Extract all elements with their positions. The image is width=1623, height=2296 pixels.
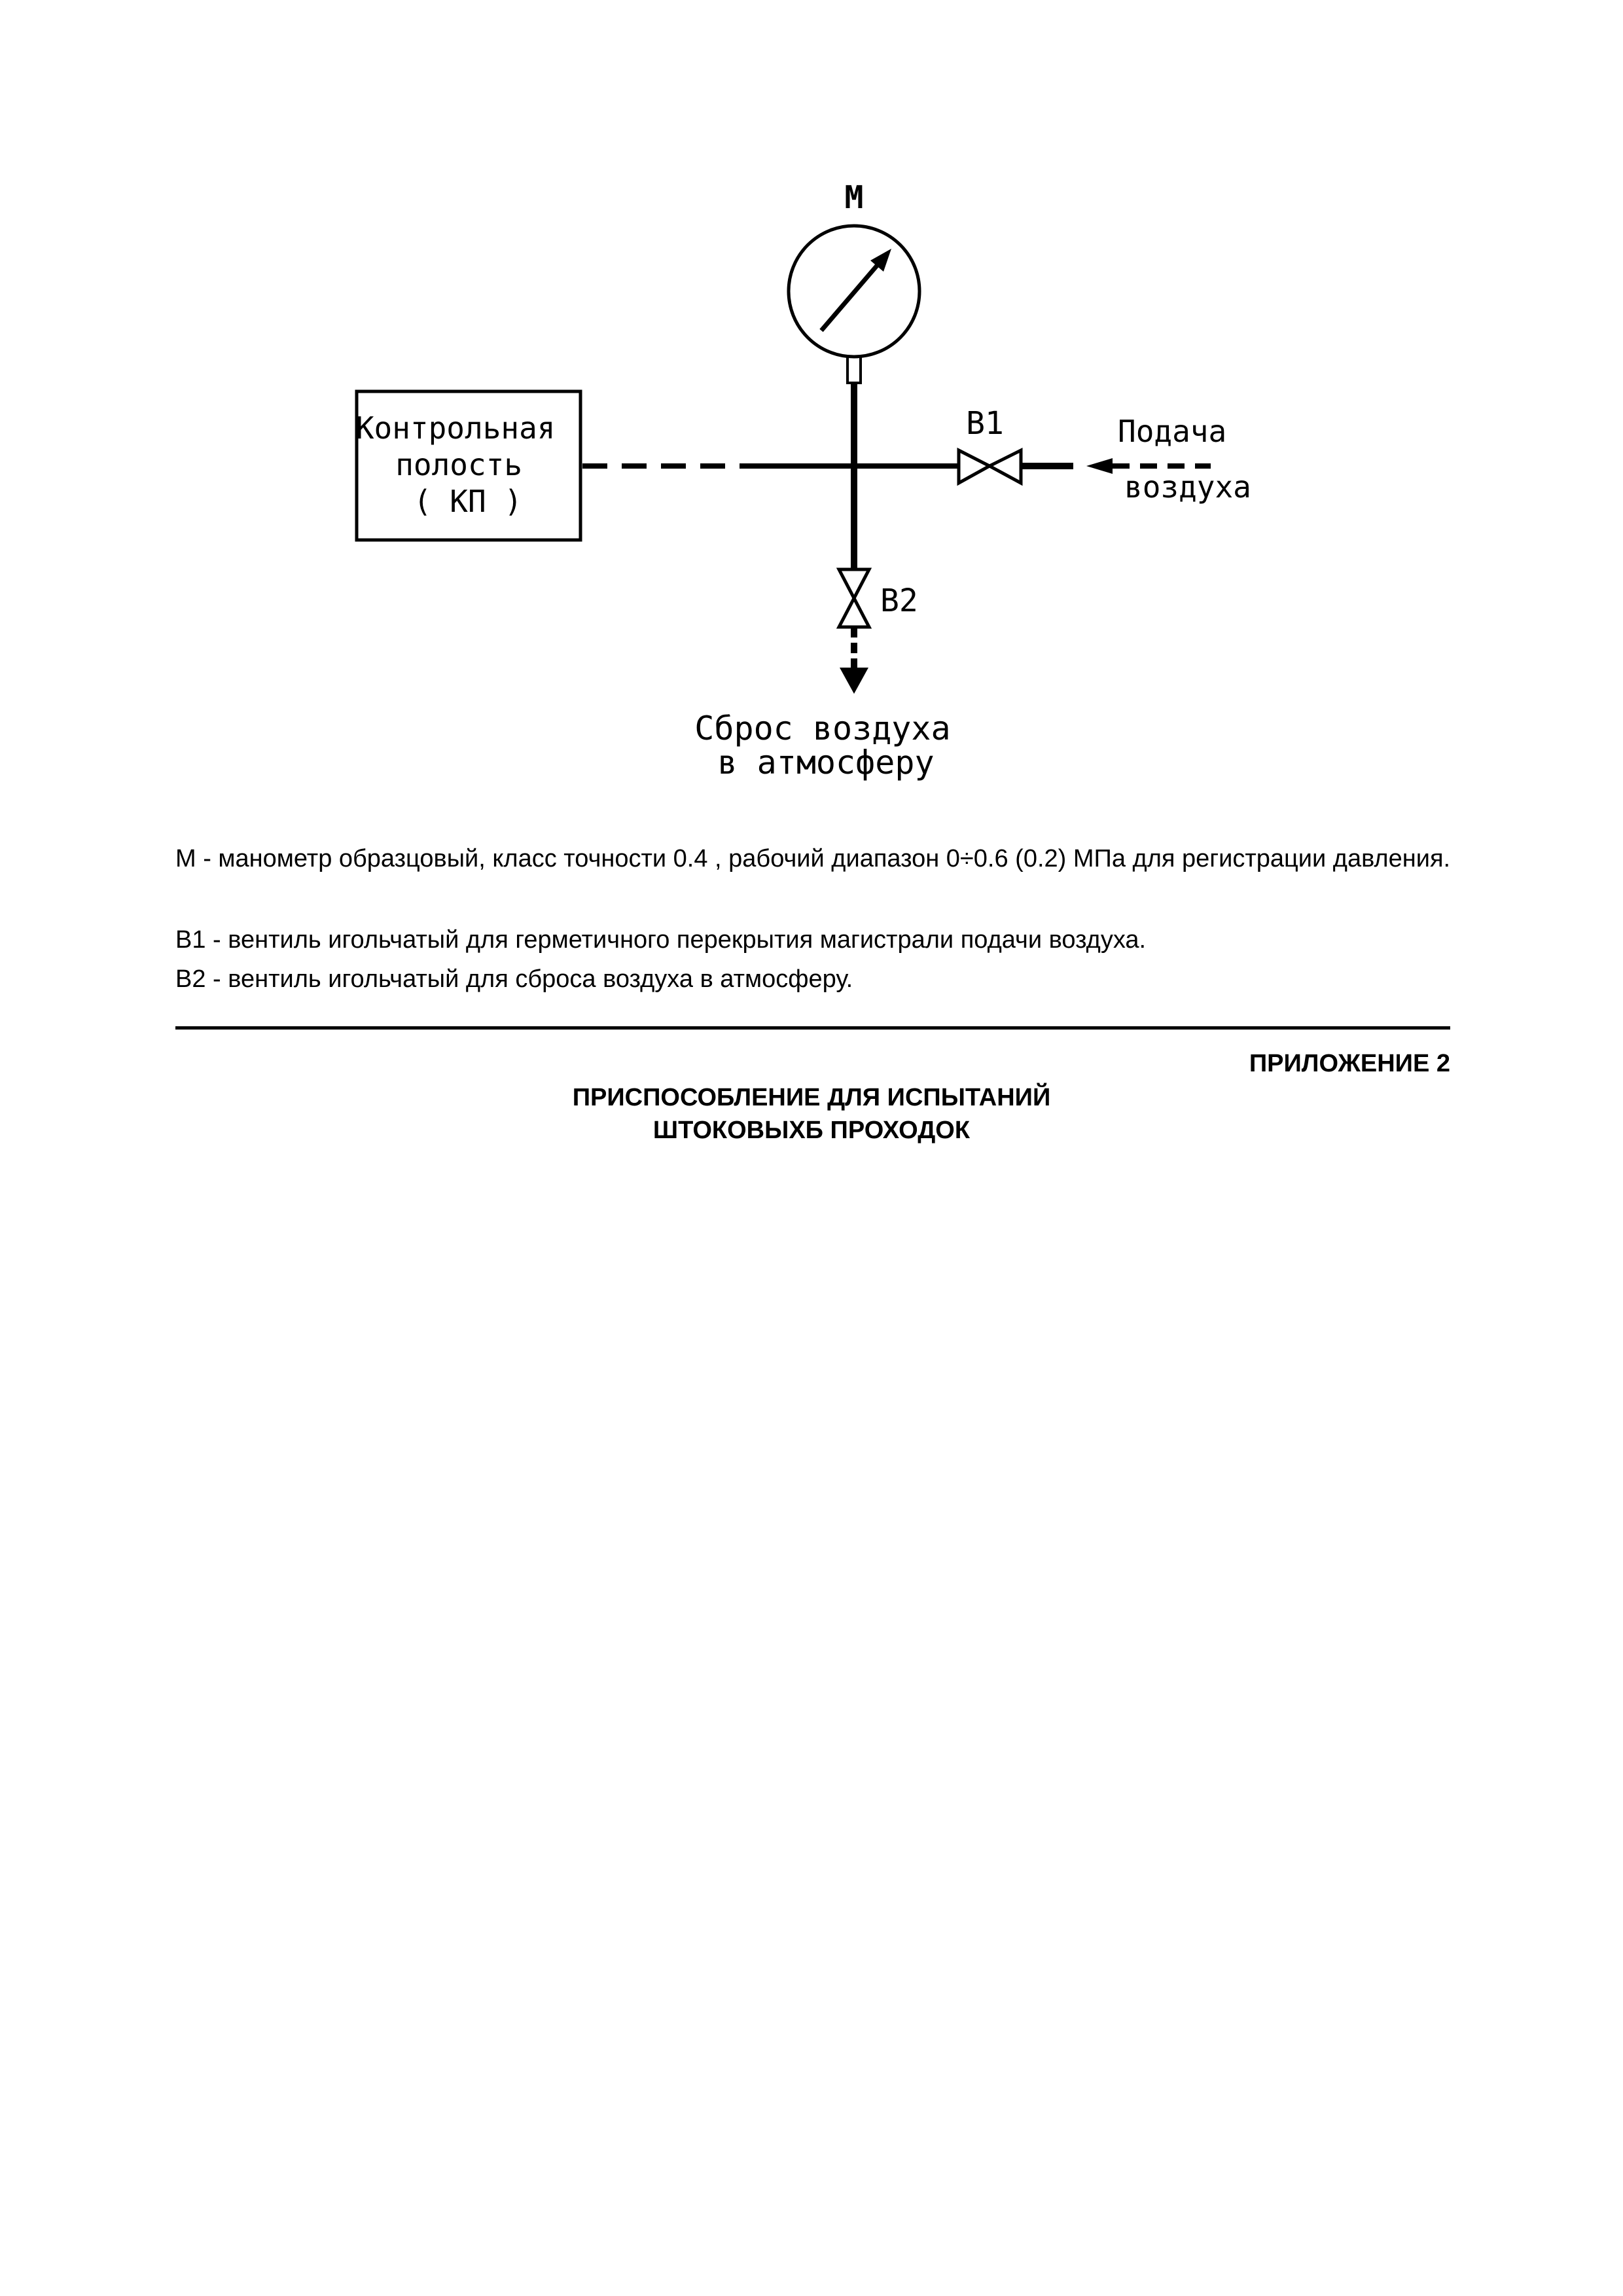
section-divider — [175, 1026, 1450, 1030]
air-supply-label: Подача воздуха — [1118, 414, 1251, 505]
legend-valve-b1: В1 - вентиль игольчатый для герметичного перекрытия магистрали подачи воздуха. — [175, 926, 1147, 954]
flow-arrow-icon — [1086, 458, 1113, 474]
pressure-gauge-icon — [789, 226, 919, 383]
flow-arrow-icon — [840, 668, 868, 694]
appendix-label: ПРИЛОЖЕНИЕ 2 — [1249, 1050, 1450, 1077]
legend-manometer: М - манометр образцовый, класс точности 0.4 , рабочий диапазон 0÷0.6 (0.2) МПа для регистрации давления. — [175, 845, 1451, 872]
appendix-title — [0, 1081, 1623, 1147]
legend-valve-b2: В2 - вентиль игольчатый для сброса воздуха в атмосферу. — [175, 965, 853, 993]
valve-b1-label: B1 — [966, 405, 1004, 442]
needle-valve-icon — [959, 450, 1021, 483]
needle-valve-icon — [839, 569, 869, 627]
appendix-title-line: ШТОКОВЫХБ ПРОХОДОК — [652, 1117, 971, 1144]
pneumatic-test-diagram — [0, 0, 1623, 825]
manometer-label: M — [844, 179, 864, 216]
appendix-title-line: ПРИСПОСОБЛЕНИЕ ДЛЯ ИСПЫТАНИЙ — [572, 1084, 1051, 1111]
valve-b2-label: B2 — [880, 583, 918, 619]
air-release-label: Сброс воздуха в атмосферу — [694, 709, 951, 781]
control-cavity-label: Контрольная полость ( КП ) — [355, 410, 556, 519]
